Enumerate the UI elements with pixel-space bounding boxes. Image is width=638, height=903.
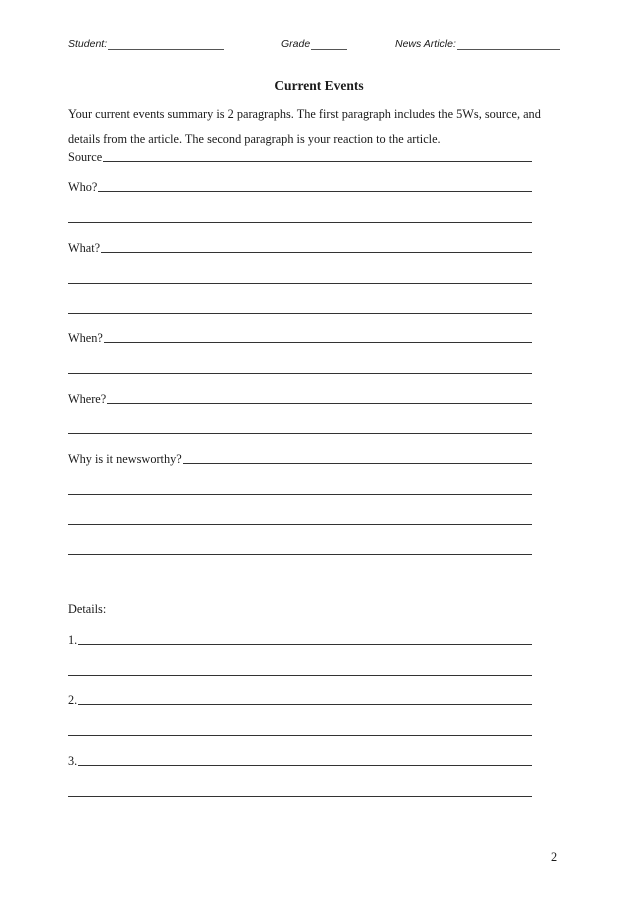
when-line-2[interactable] [68,373,532,374]
page-title: Current Events [274,78,364,93]
when-label: When? [68,331,103,345]
when-line[interactable] [104,342,532,343]
detail-2-label: 2. [68,693,78,707]
detail-3-line-2[interactable] [68,796,532,797]
news-article-blank[interactable] [457,39,560,50]
when-field[interactable] [68,329,532,345]
newsworthy-line[interactable] [183,463,532,464]
where-field[interactable] [68,390,532,406]
detail-item-3[interactable] [68,752,532,768]
who-label: Who? [68,180,98,194]
page-number: 2 [551,850,558,864]
student-blank[interactable] [108,39,224,50]
who-field[interactable] [68,178,532,194]
detail-1-label: 1. [68,633,78,647]
page-header [68,38,562,54]
newsworthy-line-4[interactable] [68,554,532,555]
source-label: Source [68,150,103,164]
grade-field[interactable] [281,38,347,50]
detail-2-line-2[interactable] [68,735,532,736]
who-line-2[interactable] [68,222,532,223]
where-line-2[interactable] [68,433,532,434]
what-label: What? [68,241,101,255]
source-field[interactable] [68,148,532,164]
detail-item-1[interactable] [68,631,532,647]
what-field[interactable] [68,239,532,255]
where-line[interactable] [107,403,532,404]
what-line-2[interactable] [68,283,532,284]
grade-blank[interactable] [311,39,347,50]
newsworthy-label: Why is it newsworthy? [68,452,182,466]
detail-1-line-2[interactable] [68,675,532,676]
what-line[interactable] [101,252,532,253]
student-field[interactable] [68,38,224,50]
newsworthy-field[interactable] [68,450,532,466]
what-line-3[interactable] [68,313,532,314]
detail-3-label: 3. [68,754,78,768]
where-label: Where? [68,392,107,406]
student-label: Student: [68,38,108,50]
detail-2-line[interactable] [78,704,532,705]
news-article-field[interactable] [395,38,560,50]
who-line[interactable] [98,191,532,192]
instructions-text: Your current events summary is 2 paragraphs. The first paragraph includes the 5Ws, source, and details from the article. The second paragraph is your reaction to the article. [68,107,541,146]
newsworthy-line-2[interactable] [68,494,532,495]
news-article-label: News Article: [395,38,456,50]
detail-item-2[interactable] [68,691,532,707]
detail-3-line[interactable] [78,765,532,766]
newsworthy-line-3[interactable] [68,524,532,525]
detail-1-line[interactable] [78,644,532,645]
source-line[interactable] [103,161,532,162]
details-heading: Details: [68,602,107,616]
grade-label: Grade [281,38,311,50]
